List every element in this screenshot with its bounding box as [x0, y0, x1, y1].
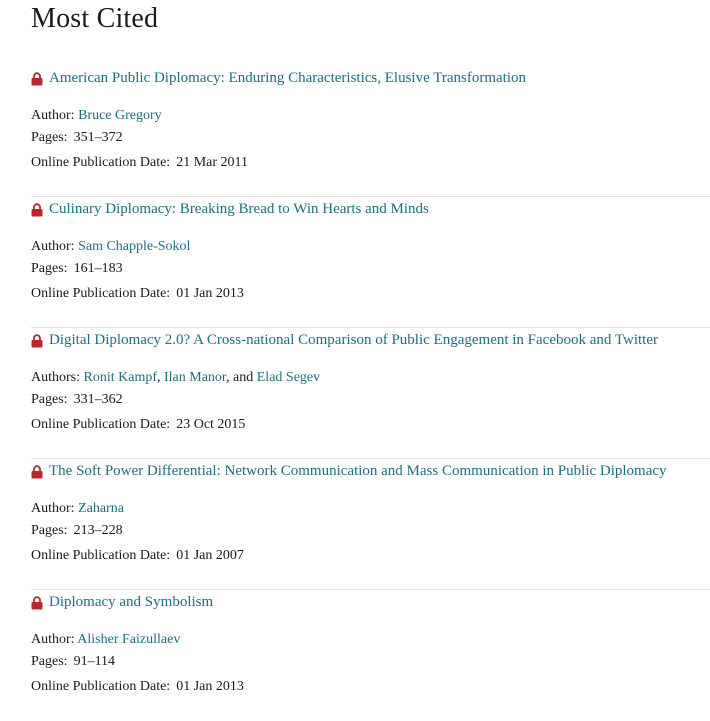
article-title-row: [31, 463, 667, 480]
article-author-line: [31, 239, 190, 255]
author-link[interactable]: Ronit Kampf: [83, 370, 157, 385]
author-link[interactable]: Bruce Gregory: [78, 108, 162, 123]
date-label: Online Publication Date:: [31, 548, 171, 563]
article-title-row: [31, 70, 526, 87]
article-author-line: [31, 501, 124, 517]
author-separator: ,: [157, 370, 164, 385]
article-item: [31, 328, 710, 459]
lock-icon: [31, 334, 43, 348]
author-label: Authors:: [31, 370, 80, 385]
date-value: 21 Mar 2011: [176, 155, 249, 170]
article-item: [31, 197, 710, 328]
author-label: Author:: [31, 239, 75, 254]
pages-label: Pages:: [31, 130, 68, 145]
article-pages-line: [31, 392, 123, 408]
article-item: [31, 459, 710, 590]
date-value: 23 Oct 2015: [176, 417, 246, 432]
article-list: [31, 66, 710, 721]
author-link[interactable]: Alisher Faizullaev: [77, 632, 181, 647]
pages-value: 213–228: [73, 523, 123, 538]
article-title-link[interactable]: American Public Diplomacy: Enduring Characteristics, Elusive Transformation: [49, 70, 526, 86]
author-link[interactable]: Zaharna: [78, 501, 124, 516]
article-title-row: [31, 201, 429, 218]
article-item: [31, 590, 710, 721]
article-title-link[interactable]: Diplomacy and Symbolism: [49, 594, 214, 610]
article-title-link[interactable]: Culinary Diplomacy: Breaking Bread to Win Hearts and Minds: [49, 201, 429, 217]
page-title: Most Cited: [31, 3, 159, 34]
date-value: 01 Jan 2013: [176, 286, 244, 301]
author-label: Author:: [31, 501, 75, 516]
article-author-line: [31, 370, 320, 386]
author-link[interactable]: Elad Segev: [256, 370, 321, 385]
date-label: Online Publication Date:: [31, 286, 171, 301]
date-value: 01 Jan 2013: [176, 679, 244, 694]
article-date-line: [31, 286, 244, 302]
author-label: Author:: [31, 108, 75, 123]
article-title-row: [31, 594, 213, 611]
author-link[interactable]: Ilan Manor: [164, 370, 227, 385]
author-separator: , and: [226, 370, 257, 385]
article-title-link[interactable]: The Soft Power Differential: Network Communication and Mass Communication in Public Diplomacy: [49, 463, 667, 479]
lock-icon: [31, 203, 43, 217]
date-value: 01 Jan 2007: [176, 548, 244, 563]
pages-label: Pages:: [31, 261, 68, 276]
lock-icon: [31, 72, 43, 86]
article-author-line: [31, 632, 180, 648]
article-pages-line: [31, 654, 115, 670]
article-pages-line: [31, 130, 123, 146]
pages-value: 331–362: [73, 392, 123, 407]
article-date-line: [31, 155, 248, 171]
article-date-line: [31, 679, 244, 695]
date-label: Online Publication Date:: [31, 679, 171, 694]
article-author-line: [31, 108, 162, 124]
author-link[interactable]: Sam Chapple-Sokol: [78, 239, 191, 254]
pages-label: Pages:: [31, 654, 68, 669]
lock-icon: [31, 596, 43, 610]
date-label: Online Publication Date:: [31, 417, 171, 432]
article-pages-line: [31, 261, 123, 277]
article-title-link[interactable]: Digital Diplomacy 2.0? A Cross-national Comparison of Public Engagement in Facebook and Twitter: [49, 332, 658, 348]
pages-label: Pages:: [31, 392, 68, 407]
lock-icon: [31, 465, 43, 479]
article-item: [31, 66, 710, 197]
pages-value: 91–114: [73, 654, 116, 669]
article-date-line: [31, 548, 244, 564]
pages-value: 161–183: [73, 261, 123, 276]
article-title-row: [31, 332, 658, 349]
author-label: Author:: [31, 632, 75, 647]
date-label: Online Publication Date:: [31, 155, 171, 170]
pages-value: 351–372: [73, 130, 123, 145]
pages-label: Pages:: [31, 523, 68, 538]
article-date-line: [31, 417, 245, 433]
article-pages-line: [31, 523, 123, 539]
